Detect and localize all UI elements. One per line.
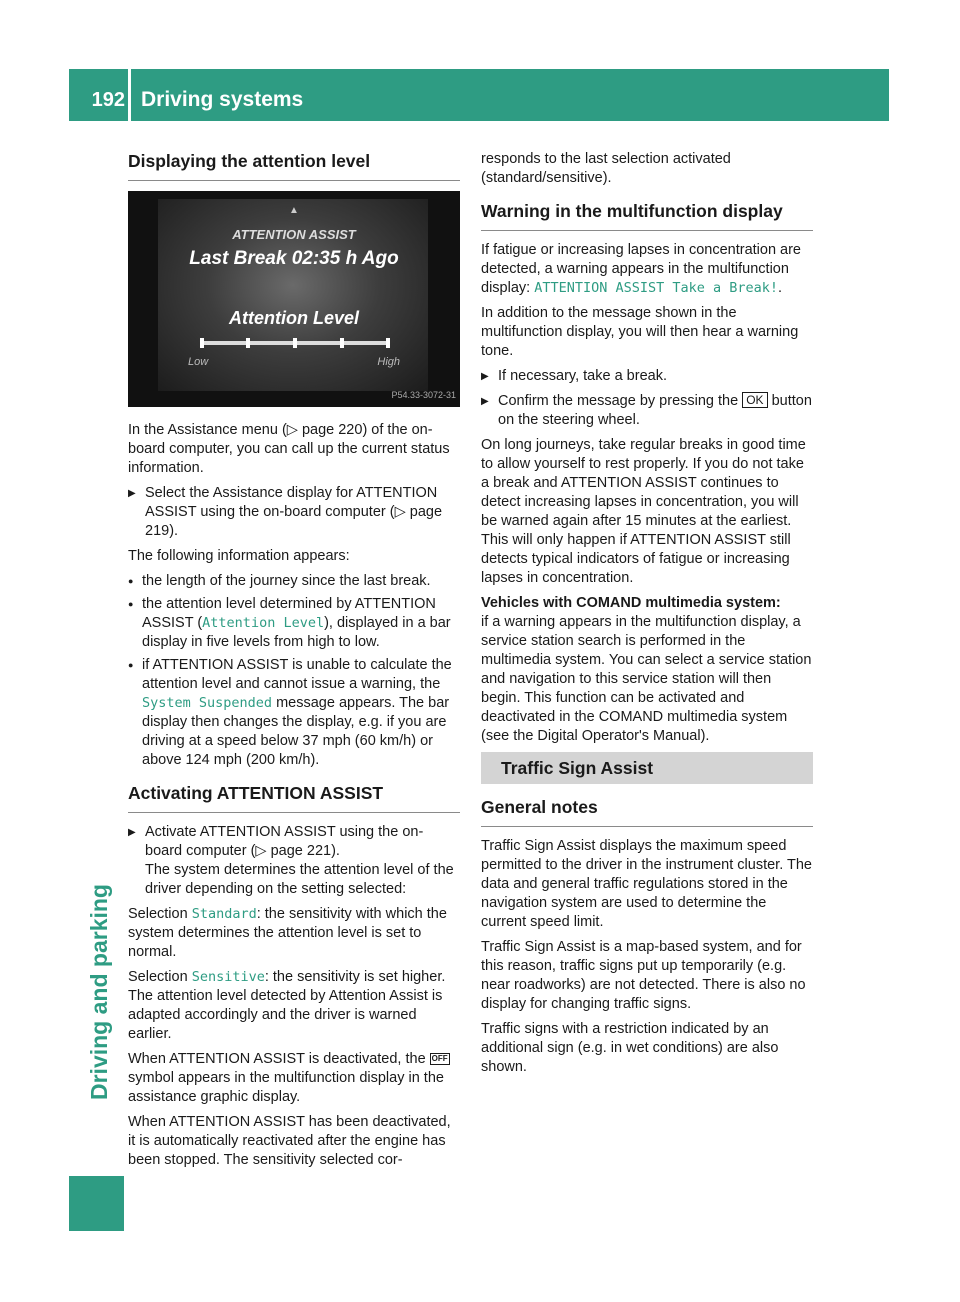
paragraph: Vehicles with COMAND multimedia system: if a warning appears in the multifunction display, a service station search is performed in the multimedia system. You can select a service station and navigation to this service station will then begin. This function can be activated and deactivated in the COMAND multimedia system (see the Digital Operator's Manual). <box>481 595 812 744</box>
figure-label-attention-assist: ATTENTION ASSIST <box>232 227 356 242</box>
header-divider <box>128 69 131 121</box>
display-message: System Suspended <box>142 695 273 711</box>
instruction-step: ▶ Confirm the message by pressing the OK button on the steering wheel. <box>481 392 813 430</box>
paragraph: Traffic Sign Assist displays the maximum speed permitted to the driver in the instrument cluster. The data and general traffic regulations stored in the navigation system are used to determine the current speed limit. <box>481 838 812 930</box>
page-reference-link[interactable]: ▷ page 221 <box>255 843 332 859</box>
page-header <box>69 69 889 121</box>
instruction-step: ▶ Select the Assistance display for ATTENTION ASSIST using the on-board computer (▷ page 219). <box>128 484 460 541</box>
figure-label-last-break: Last Break 02:35 h Ago <box>189 248 399 269</box>
heading-warning-multifunction: Warning in the multifunction display <box>481 200 813 231</box>
up-arrow-icon: ▲ <box>289 205 299 216</box>
page-reference-link[interactable]: ▷ page 220 <box>286 422 363 438</box>
heading-general-notes: General notes <box>481 796 813 827</box>
display-message: Standard <box>191 906 257 922</box>
paragraph: Selection Standard: the sensitivity with which the system determines the attention level is set to normal. <box>128 906 447 960</box>
bar-tick <box>340 338 344 348</box>
paragraph: On long journeys, take regular breaks in good time to allow yourself to rest properly. If you do not take a break and ATTENTION ASSIST continues to detect increasing lapses in concentration, you will be warned again after 15 minutes at the earliest. This will only happen if ATTENTION ASSIST still detects typical indicators of fatigue or increasing lapses in concentration. <box>481 437 806 586</box>
figure-label-low: Low <box>188 356 209 368</box>
page-reference-link[interactable]: ▷ page 219 <box>145 504 443 539</box>
bar-tick <box>246 338 250 348</box>
section-title: Driving systems <box>141 88 304 111</box>
attention-off-icon: OFF <box>431 1054 448 1063</box>
bar-tick <box>386 338 390 348</box>
list-item: ● the attention level determined by ATTENTION ASSIST (Attention Level), displayed in a bar display in five levels from high to low. <box>128 595 460 652</box>
display-message: ATTENTION ASSIST Take a Break! <box>534 280 779 296</box>
section-band-traffic-sign-assist: Traffic Sign Assist <box>481 752 813 784</box>
paragraph: The following information appears: <box>128 548 350 564</box>
figure-label-attention-level: Attention Level <box>228 308 359 328</box>
bar-tick <box>293 338 297 348</box>
paragraph: In the Assistance menu (▷ page 220) of the on-board computer, you can call up the current status information. <box>128 422 450 476</box>
chapter-tab-label: Driving and parking <box>86 884 112 1100</box>
paragraph: If fatigue or increasing lapses in concentration are detected, a warning appears in the multifunction display: ATTENTION ASSIST Take a Break!. <box>481 242 801 296</box>
paragraph: When ATTENTION ASSIST has been deactivated, it is automatically reactivated after the engine has been stopped. The sensitivity selected cor- <box>128 1114 451 1168</box>
attention-level-figure <box>128 191 460 407</box>
display-message: Sensitive <box>191 969 265 985</box>
ok-button-icon: OK <box>742 392 767 408</box>
figure-label-high: High <box>377 356 400 368</box>
bar-tick <box>200 338 204 348</box>
paragraph: When ATTENTION ASSIST is deactivated, the OFF symbol appears in the multifunction display in the assistance graphic display. <box>128 1051 448 1105</box>
heading-activating-attention-assist: Activating ATTENTION ASSIST <box>128 782 460 813</box>
display-message: Attention Level <box>202 615 325 631</box>
right-column <box>481 150 813 1083</box>
instruction-step: ▶ If necessary, take a break. <box>481 367 813 386</box>
paragraph: Selection Sensitive: the sensitivity is set higher. The attention level detected by Attention Assist is adapted accordingly and the driver is warned earlier. <box>128 969 446 1042</box>
paragraph: In addition to the message shown in the multifunction display, you will then hear a warning tone. <box>481 305 799 359</box>
paragraph: responds to the last selection activated (standard/sensitive). <box>481 151 731 186</box>
chapter-tab-marker <box>69 1176 124 1231</box>
paragraph: Traffic Sign Assist is a map-based system, and for this reason, traffic signs put up temporarily (e.g. near roadworks) are not detected. There is also no display for changing traffic signs. <box>481 939 806 1012</box>
left-column <box>128 150 460 1176</box>
instruction-step: ▶ Activate ATTENTION ASSIST using the on-board computer (▷ page 221). The system determines the attention level of the driver depending on the setting selected: <box>128 823 460 899</box>
attention-level-bar <box>200 341 390 345</box>
heading-displaying-attention-level: Displaying the attention level <box>128 150 460 181</box>
list-item: ● the length of the journey since the last break. <box>128 572 460 591</box>
figure-code: P54.33-3072-31 <box>391 390 456 400</box>
bold-lead: Vehicles with COMAND multimedia system: <box>481 595 781 611</box>
page-number: 192 <box>91 89 125 111</box>
paragraph: Traffic signs with a restriction indicated by an additional sign (e.g. in wet conditions) are also shown. <box>481 1021 779 1075</box>
list-item: ● if ATTENTION ASSIST is unable to calculate the attention level and cannot issue a warning, the System Suspended message appears. The bar display then changes the display, e.g. if you are driving at a speed below 37 mph (60 km/h) or above 124 mph (200 km/h). <box>128 656 460 770</box>
